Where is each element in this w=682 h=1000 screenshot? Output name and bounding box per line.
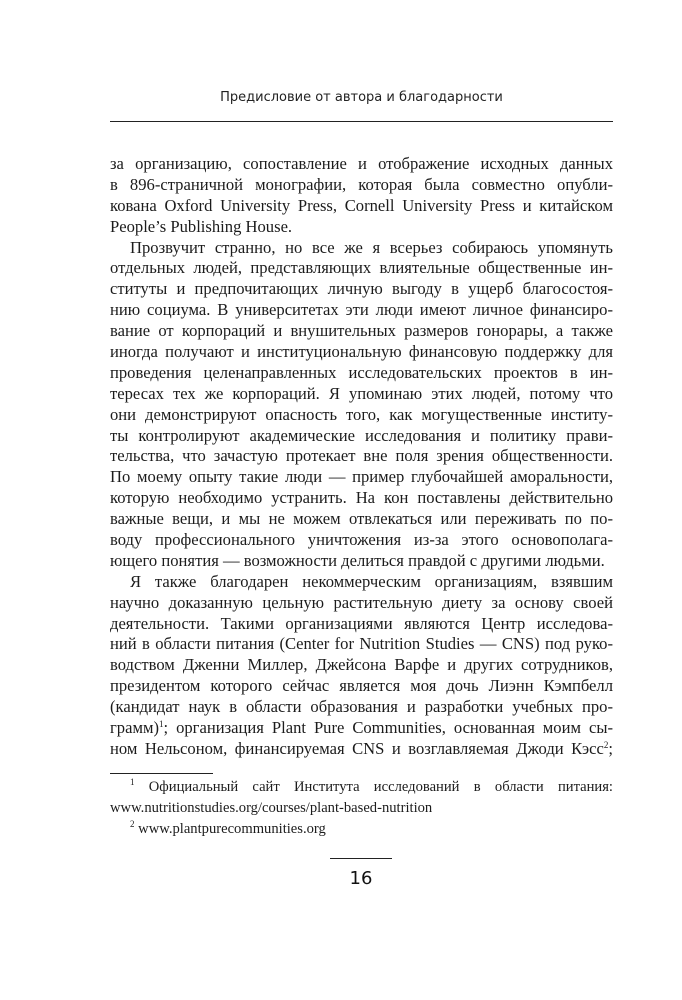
- text-run: (кандидат наук в области образования и разработки учебных про-: [110, 697, 613, 717]
- text-run: водством Дженни Миллер, Джейсона Варфе и других сотрудников,: [110, 655, 613, 675]
- text-line: [110, 488, 613, 509]
- text-line: [110, 676, 613, 697]
- text-line: [110, 718, 613, 739]
- text-line: [110, 634, 613, 655]
- body-text: [110, 154, 613, 760]
- text-run: ;: [608, 738, 613, 758]
- text-line: [110, 384, 613, 405]
- text-line: [110, 739, 613, 760]
- text-line: [110, 238, 613, 259]
- text-line: [110, 551, 613, 572]
- text-line: [110, 467, 613, 488]
- footnotes: [110, 778, 613, 841]
- page-number: 16: [349, 868, 373, 889]
- text-run: тельства, что зачастую протекает вне поля зрения общественности.: [110, 446, 613, 466]
- text-run: проведения целенаправленных исследовательских проектов в ин-: [110, 362, 613, 382]
- footnote-line: [110, 799, 613, 820]
- text-run: ституты и предпочитающих личную выгоду в ущерб благосостоя-: [110, 279, 613, 299]
- text-run: кована Oxford University Press, Cornell University Press и китайском: [110, 195, 613, 215]
- text-line: [110, 300, 613, 321]
- text-line: [110, 655, 613, 676]
- text-line: [110, 321, 613, 342]
- text-line: [110, 446, 613, 467]
- text-line: [110, 196, 613, 217]
- text-run: иногда получают и институциональную финансовую поддержку для: [110, 342, 613, 362]
- footnote-line: [110, 820, 613, 841]
- text-run: важные вещи, и мы не можем отвлекаться или переживать по по-: [110, 509, 613, 529]
- text-run: ; организация Plant Pure Communities, основанная моим сы-: [163, 718, 613, 738]
- text-line: [110, 697, 613, 718]
- footnote-line: [110, 778, 613, 799]
- footnote-separator: [110, 773, 213, 774]
- running-head: Предисловие от автора и благодарности: [220, 90, 503, 105]
- page-number-rule: [330, 858, 392, 859]
- text-run: ты контролируют академические исследования и политику прави-: [110, 425, 613, 445]
- text-run: ний в области питания (Center for Nutrition Studies — CNS) под руко-: [110, 634, 613, 654]
- text-run: www.nutritionstudies.org/courses/plant-based-nutrition: [110, 799, 433, 816]
- text-run: воду профессионального уничтожения из-за этого основополага-: [110, 530, 613, 550]
- footnote-marker: 1: [130, 777, 135, 787]
- text-run: Прозвучит странно, но все же я всерьез собираюсь упомянуть: [130, 237, 613, 257]
- text-run: вание от корпораций и внушительных размеров гонорары, а также: [110, 321, 613, 341]
- text-run: они демонстрируют опасность того, как могущественные институ-: [110, 404, 613, 424]
- text-run: ном Нельсоном, финансируемая CNS и возглавляемая Джоди Кэсс: [110, 738, 604, 758]
- text-run: People’s Publishing House.: [110, 216, 293, 236]
- text-line: [110, 154, 613, 175]
- text-run: Я также благодарен некоммерческим организациям, взявшим: [130, 571, 613, 591]
- text-run: которую необходимо устранить. На кон поставлены действительно: [110, 488, 613, 508]
- text-run: президентом которого сейчас является моя дочь Лиэнн Кэмпбелл: [110, 676, 613, 696]
- text-run: деятельности. Такими организациями являются Центр исследова-: [110, 613, 613, 633]
- text-run: www.plantpurecommunities.org: [134, 820, 326, 837]
- text-line: [110, 426, 613, 447]
- text-run: за организацию, сопоставление и отображение исходных данных: [110, 154, 613, 173]
- text-run: По моему опыту такие люди — пример глубочайшей аморальности,: [110, 467, 613, 487]
- text-line: [110, 614, 613, 635]
- text-run: тересах тех же корпораций. Я упоминаю этих людей, потому что: [110, 383, 613, 403]
- text-line: [110, 175, 613, 196]
- text-line: [110, 279, 613, 300]
- footnote-marker: 2: [603, 739, 609, 750]
- footnote-marker: 2: [130, 818, 135, 829]
- text-run: Официальный сайт Института исследований в области питания:: [134, 779, 613, 795]
- text-line: [110, 530, 613, 551]
- text-line: [110, 363, 613, 384]
- footnote-marker: 1: [159, 719, 164, 730]
- text-line: [110, 509, 613, 530]
- text-run: нию социума. В университетах эти люди имеют личное финансиро-: [110, 300, 613, 320]
- text-run: ющего понятия — возможности делиться правдой с другими людьми.: [110, 550, 605, 570]
- text-run: научно доказанную цельную растительную диету за основу своей: [110, 592, 613, 612]
- text-run: грамм): [110, 718, 159, 738]
- text-run: в 896-страничной монографии, которая была совместно опубли-: [110, 174, 613, 194]
- text-line: [110, 258, 613, 279]
- text-line: [110, 217, 613, 238]
- text-run: отдельных людей, представляющих влиятельные общественные ин-: [110, 258, 613, 278]
- text-line: [110, 572, 613, 593]
- text-line: [110, 593, 613, 614]
- header-rule: [110, 121, 613, 122]
- text-line: [110, 405, 613, 426]
- text-line: [110, 342, 613, 363]
